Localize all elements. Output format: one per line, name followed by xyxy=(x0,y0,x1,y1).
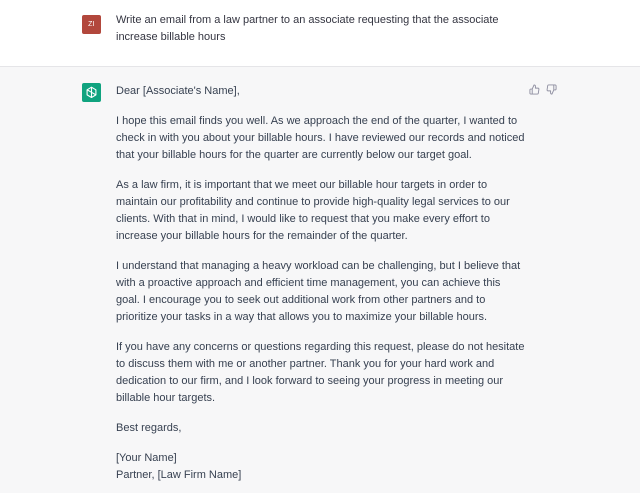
email-closing: Best regards, xyxy=(116,422,182,434)
feedback-buttons xyxy=(529,84,557,95)
email-paragraph: As a law firm, it is important that we meet our billable hour targets in order to maintain our profitability and continue to provide high-quality legal services to our clients. With that in mind, I would like to request that you make every effort to increase your billable hours for the remainder of the quarter. xyxy=(116,179,510,242)
assistant-response xyxy=(116,83,526,484)
assistant-message-row xyxy=(0,67,640,493)
thumbs-up-icon[interactable] xyxy=(529,84,540,95)
thumbs-down-icon[interactable] xyxy=(546,84,557,95)
openai-logo-icon xyxy=(82,83,101,102)
email-paragraph: I understand that managing a heavy workload can be challenging, but I believe that with a proactive approach and efficient time management, you can achieve this goal. I encourage you to seek out additional work from other partners and to prioritize your tasks in a way that allows you to maximize your billable hours. xyxy=(116,260,521,323)
signature-title: Partner, [Law Firm Name] xyxy=(116,469,242,481)
signature-name: [Your Name] xyxy=(116,452,177,464)
email-paragraph: If you have any concerns or questions regarding this request, please do not hesitate to discuss them with me or another partner. Thank you for your hard work and dedication to our firm, and I look forward to seeing your progress in meeting our billable hour targets. xyxy=(116,341,525,404)
email-greeting: Dear [Associate's Name], xyxy=(116,85,240,97)
user-message-row xyxy=(0,0,640,67)
user-avatar: ZI xyxy=(82,15,101,34)
user-prompt-text: Write an email from a law partner to an associate requesting that the associate increase billable hours xyxy=(116,14,499,43)
email-paragraph: I hope this email finds you well. As we approach the end of the quarter, I wanted to check in with you about your billable hours. I have reviewed our records and noticed that your billable hours for the quarter are currently below our target goal. xyxy=(116,115,525,161)
